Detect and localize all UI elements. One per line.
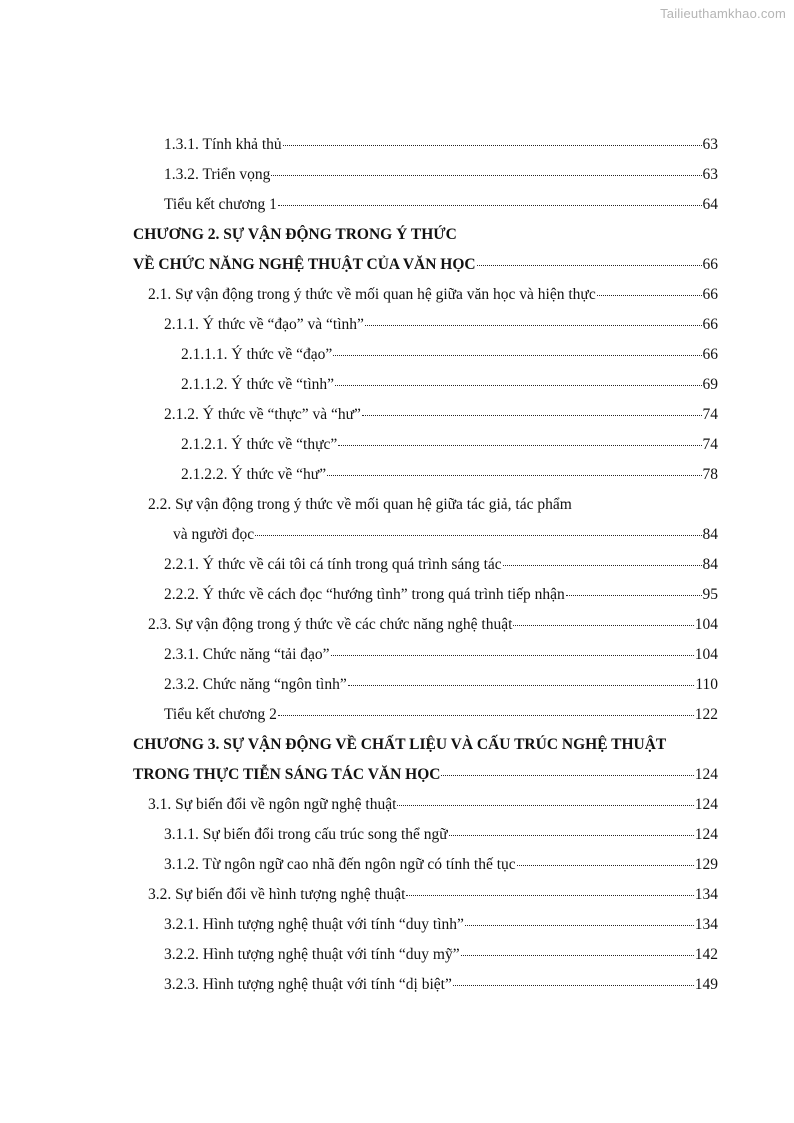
toc-title: 3.2.1. Hình tượng nghệ thuật với tính “duy tình” <box>164 916 464 933</box>
toc-page: 142 <box>694 946 718 963</box>
toc-entry <box>133 130 718 160</box>
toc-page: 134 <box>694 916 718 933</box>
toc-entry <box>133 940 718 970</box>
toc-page: 74 <box>702 436 718 453</box>
toc-entry <box>133 460 718 490</box>
toc-title: 2.2.2. Ý thức về cách đọc “hướng tình” trong quá trình tiếp nhận <box>164 586 565 603</box>
toc-title: 2.3. Sự vận động trong ý thức về các chức năng nghệ thuật <box>148 616 513 633</box>
toc-page: 66 <box>702 316 718 333</box>
toc-title: CHƯƠNG 2. SỰ VẬN ĐỘNG TRONG Ý THỨC <box>133 226 457 243</box>
toc-page: 134 <box>694 886 718 903</box>
toc-chapter-heading <box>133 730 718 760</box>
toc-page: 95 <box>702 586 718 603</box>
toc-entry <box>133 640 718 670</box>
toc-title: 3.1. Sự biến đổi về ngôn ngữ nghệ thuật <box>148 796 397 813</box>
toc-entry <box>133 370 718 400</box>
toc-title: CHƯƠNG 3. SỰ VẬN ĐỘNG VỀ CHẤT LIỆU VÀ CẤU TRÚC NGHỆ THUẬT <box>133 736 667 753</box>
toc-page: 124 <box>694 826 718 843</box>
toc-entry <box>133 160 718 190</box>
toc-title: 3.1.2. Từ ngôn ngữ cao nhã đến ngôn ngữ có tính thế tục <box>164 856 516 873</box>
toc-chapter-heading <box>133 760 718 790</box>
toc-page: 63 <box>702 136 718 153</box>
toc-entry <box>133 190 718 220</box>
toc-title: 2.1. Sự vận động trong ý thức về mối quan hệ giữa văn học và hiện thực <box>148 286 596 303</box>
toc-page: 124 <box>694 796 718 813</box>
toc-page: 104 <box>694 646 718 663</box>
toc-page: 64 <box>702 196 718 213</box>
toc-title: 2.2. Sự vận động trong ý thức về mối quan hệ giữa tác giả, tác phẩm <box>148 496 572 513</box>
toc-title: 2.1.2. Ý thức về “thực” và “hư” <box>164 406 361 423</box>
toc-page: 74 <box>702 406 718 423</box>
toc-title: 1.3.1. Tính khả thủ <box>164 136 282 153</box>
toc-entry <box>133 280 718 310</box>
toc-title: Tiểu kết chương 1 <box>164 196 277 213</box>
toc-page: 63 <box>702 166 718 183</box>
toc-title: 2.1.2.2. Ý thức về “hư” <box>181 466 327 483</box>
toc-title: 2.1.2.1. Ý thức về “thực” <box>181 436 338 453</box>
toc-entry <box>133 700 718 730</box>
toc-entry <box>133 430 718 460</box>
toc-page: 66 <box>702 256 718 273</box>
toc-entry <box>133 340 718 370</box>
toc-entry <box>133 580 718 610</box>
toc-entry <box>133 310 718 340</box>
toc-title: 2.3.2. Chức năng “ngôn tình” <box>164 676 347 693</box>
watermark: Tailieuthamkhao.com <box>660 6 786 21</box>
toc-page: 122 <box>694 706 718 723</box>
toc-entry <box>133 400 718 430</box>
toc-title: 3.2.3. Hình tượng nghệ thuật với tính “dị biệt” <box>164 976 452 993</box>
toc-title: Tiểu kết chương 2 <box>164 706 277 723</box>
toc-entry <box>133 610 718 640</box>
toc-entry <box>133 850 718 880</box>
toc-title: 2.1.1. Ý thức về “đạo” và “tình” <box>164 316 364 333</box>
toc-entry <box>133 820 718 850</box>
toc-title: VỀ CHỨC NĂNG NGHỆ THUẬT CỦA VĂN HỌC <box>133 256 476 273</box>
toc-page: 66 <box>702 346 718 363</box>
toc-entry <box>133 790 718 820</box>
toc-title: 1.3.2. Triển vọng <box>164 166 271 183</box>
toc-title: 2.1.1.2. Ý thức về “tình” <box>181 376 335 393</box>
toc-title: 2.2.1. Ý thức về cái tôi cá tính trong quá trình sáng tác <box>164 556 502 573</box>
toc-page: 129 <box>694 856 718 873</box>
toc-page: 84 <box>702 526 718 543</box>
toc-title: TRONG THỰC TIỄN SÁNG TÁC VĂN HỌC <box>133 766 441 783</box>
toc-entry <box>133 910 718 940</box>
toc-title: và người đọc <box>173 526 255 543</box>
toc-page: 104 <box>694 616 718 633</box>
toc-title: 3.2.2. Hình tượng nghệ thuật với tính “duy mỹ” <box>164 946 460 963</box>
toc-title: 3.1.1. Sự biến đổi trong cấu trúc song thể ngữ <box>164 826 448 843</box>
toc-entry <box>133 970 718 1000</box>
toc-entry <box>133 520 718 550</box>
toc-chapter-heading <box>133 220 718 250</box>
toc-entry <box>133 880 718 910</box>
toc-chapter-heading <box>133 250 718 280</box>
toc-page: 69 <box>702 376 718 393</box>
toc-title: 3.2. Sự biến đổi về hình tượng nghệ thuật <box>148 886 406 903</box>
toc-title: 2.1.1.1. Ý thức về “đạo” <box>181 346 333 363</box>
toc-entry <box>133 670 718 700</box>
toc-page: 124 <box>694 766 718 783</box>
toc-page: 78 <box>702 466 718 483</box>
toc-entry <box>133 490 718 520</box>
toc-entry <box>133 550 718 580</box>
toc-page: 149 <box>694 976 718 993</box>
table-of-contents <box>133 130 718 1000</box>
toc-page: 84 <box>702 556 718 573</box>
toc-page: 66 <box>702 286 718 303</box>
toc-title: 2.3.1. Chức năng “tải đạo” <box>164 646 330 663</box>
toc-page: 110 <box>695 676 718 693</box>
